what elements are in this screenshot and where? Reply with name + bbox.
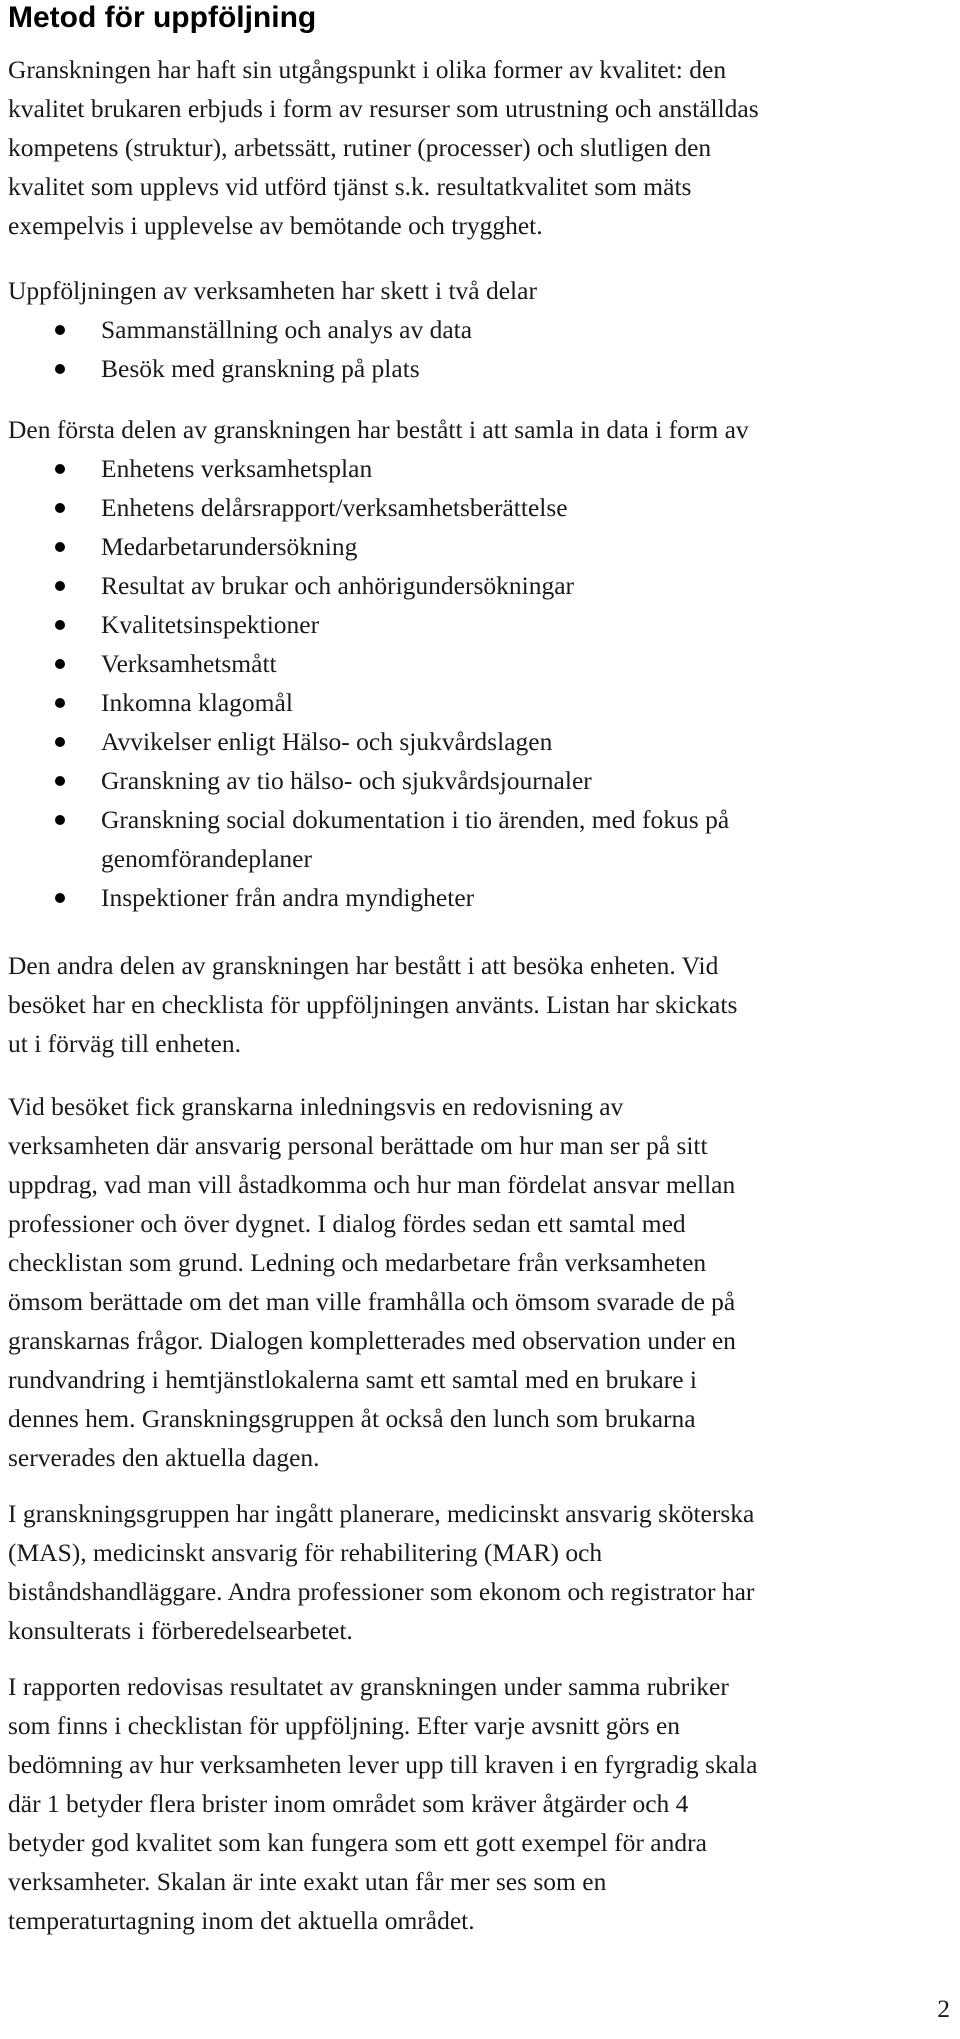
list-item <box>8 566 953 605</box>
list-item-text: Enhetens verksamhetsplan <box>101 454 373 483</box>
text-line: exempelvis i upplevelse av bemötande och trygghet. <box>8 211 543 240</box>
bullet-icon <box>55 325 65 335</box>
text-line: ömsom berättade om det man ville framhålla och ömsom svarade de på <box>8 1287 736 1316</box>
text-line: biståndshandläggare. Andra professioner som ekonom och registrator har <box>8 1577 755 1606</box>
text-line: ut i förväg till enheten. <box>8 1029 241 1058</box>
text-line: uppdrag, vad man vill åstadkomma och hur man fördelat ansvar mellan <box>8 1170 736 1199</box>
text-line: kvalitet brukaren erbjuds i form av resurser som utrustning och anställdas <box>8 94 759 123</box>
bullet-icon <box>55 542 65 552</box>
list-item-text: genomförandeplaner <box>101 844 312 873</box>
list-item-text: Sammanställning och analys av data <box>101 315 473 344</box>
list-item <box>8 605 953 644</box>
text-line: betyder god kvalitet som kan fungera som ett gott exempel för andra <box>8 1828 707 1857</box>
report-paragraph <box>8 1667 953 1940</box>
list-item-text: Medarbetarundersökning <box>101 532 358 561</box>
list-item <box>8 722 953 761</box>
bullet-icon <box>55 893 65 903</box>
text-line: I rapporten redovisas resultatet av granskningen under samma rubriker <box>8 1672 729 1701</box>
list-item-text: Verksamhetsmått <box>101 649 277 678</box>
bullet-icon <box>55 659 65 669</box>
list-item-text: Kvalitetsinspektioner <box>101 610 320 639</box>
list-item-text: Avvikelser enligt Hälso- och sjukvårdslagen <box>101 727 553 756</box>
list-item-text: Granskning av tio hälso- och sjukvårdsjournaler <box>101 766 592 795</box>
bullet-icon <box>55 737 65 747</box>
group-paragraph <box>8 1494 953 1650</box>
list-item-text: Inkomna klagomål <box>101 688 293 717</box>
bullet-icon <box>55 620 65 630</box>
bullet-icon <box>55 698 65 708</box>
list-item-text: Inspektioner från andra myndigheter <box>101 883 475 912</box>
text-line: konsulterats i förberedelsearbetet. <box>8 1616 353 1645</box>
text-line: Den andra delen av granskningen har bestått i att besöka enheten. Vid <box>8 951 719 980</box>
text-line: kvalitet som upplevs vid utförd tjänst s.k. resultatkvalitet som mäts <box>8 172 692 201</box>
list-item <box>8 349 953 388</box>
page-title: Metod för uppföljning <box>8 1 317 34</box>
text-line: Granskningen har haft sin utgångspunkt i olika former av kvalitet: den <box>8 55 727 84</box>
list-item <box>8 310 953 349</box>
list-item <box>8 683 953 722</box>
list-item-text: Besök med granskning på plats <box>101 354 420 383</box>
text-line: som finns i checklistan för uppföljning. Efter varje avsnitt görs en <box>8 1711 681 1740</box>
parts-list <box>8 310 953 388</box>
text-line: professioner och över dygnet. I dialog fördes sedan ett samtal med <box>8 1209 686 1238</box>
page-number: 2 <box>937 1994 950 2023</box>
list-item <box>8 644 953 683</box>
bullet-icon <box>55 815 65 825</box>
first-part-intro <box>8 410 953 449</box>
list-item <box>8 527 953 566</box>
text-line: verksamheter. Skalan är inte exakt utan får mer ses som en <box>8 1867 607 1896</box>
text-line: serverades den aktuella dagen. <box>8 1443 320 1472</box>
text-line: Den första delen av granskningen har bestått i att samla in data i form av <box>8 415 749 444</box>
text-line: kompetens (struktur), arbetssätt, rutiner (processer) och slutligen den <box>8 133 712 162</box>
text-line: granskarnas frågor. Dialogen kompletterades med observation under en <box>8 1326 736 1355</box>
list-item <box>8 878 953 917</box>
text-line: I granskningsgruppen har ingått planerare, medicinskt ansvarig sköterska <box>8 1499 755 1528</box>
data-items-list <box>8 449 953 917</box>
intro-paragraph <box>8 50 953 245</box>
visit-paragraph <box>8 1087 953 1477</box>
text-line: dennes hem. Granskningsgruppen åt också den lunch som brukarna <box>8 1404 696 1433</box>
text-line: där 1 betyder flera brister inom området som kräver åtgärder och 4 <box>8 1789 689 1818</box>
bullet-icon <box>55 364 65 374</box>
text-line: bedömning av hur verksamheten lever upp till kraven i en fyrgradig skala <box>8 1750 758 1779</box>
second-part-paragraph <box>8 946 953 1063</box>
text-line: checklistan som grund. Ledning och medarbetare från verksamheten <box>8 1248 707 1277</box>
text-line: temperaturtagning inom det aktuella området. <box>8 1906 475 1935</box>
text-line: besöket har en checklista för uppföljningen använts. Listan har skickats <box>8 990 738 1019</box>
text-line: Vid besöket fick granskarna inledningsvis en redovisning av <box>8 1092 624 1121</box>
text-line: rundvandring i hemtjänstlokalerna samt ett samtal med en brukare i <box>8 1365 697 1394</box>
list-item-text: Enhetens delårsrapport/verksamhetsberättelse <box>101 493 568 522</box>
list-item <box>8 761 953 800</box>
bullet-icon <box>55 503 65 513</box>
text-line: Uppföljningen av verksamheten har skett i två delar <box>8 276 537 305</box>
bullet-icon <box>55 776 65 786</box>
text-line: (MAS), medicinskt ansvarig för rehabilitering (MAR) och <box>8 1538 603 1567</box>
list-item <box>8 449 953 488</box>
list-item <box>8 800 953 878</box>
bullet-icon <box>55 581 65 591</box>
bullet-icon <box>55 464 65 474</box>
list-item <box>8 488 953 527</box>
text-line: verksamheten där ansvarig personal berättade om hur man ser på sitt <box>8 1131 708 1160</box>
list-item-text: Resultat av brukar och anhörigundersökningar <box>101 571 575 600</box>
parts-intro <box>8 271 953 310</box>
list-item-text: Granskning social dokumentation i tio ärenden, med fokus på <box>101 805 730 834</box>
